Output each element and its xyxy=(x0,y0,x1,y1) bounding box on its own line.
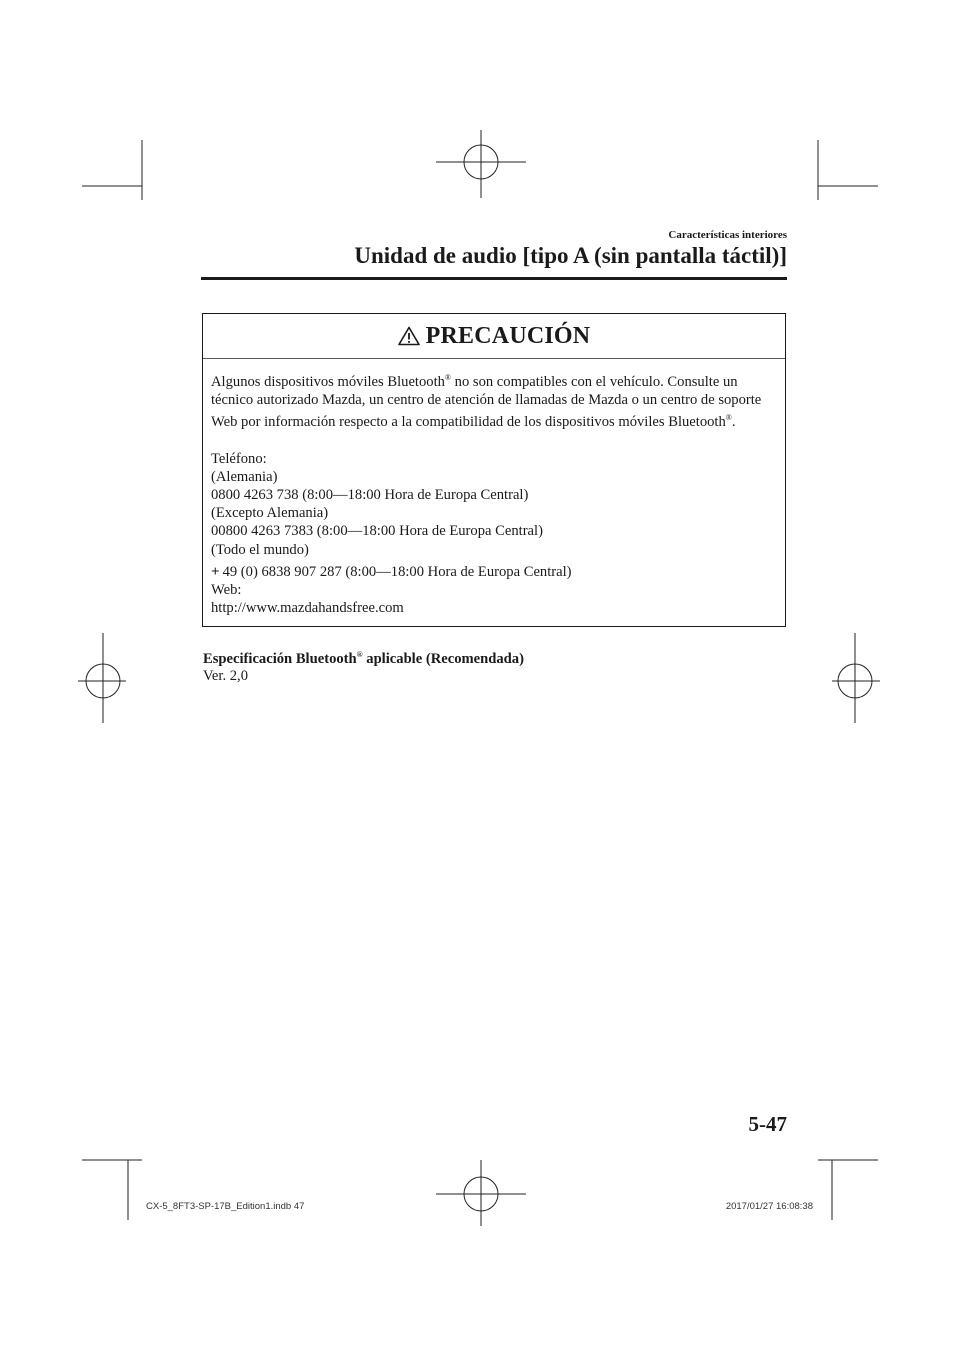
warning-triangle-icon xyxy=(398,326,420,346)
germany-label: (Alemania) xyxy=(211,468,278,485)
web-label: Web: xyxy=(211,582,242,599)
compat-text-end: . xyxy=(731,414,736,431)
plus-icon: + xyxy=(211,563,220,580)
spacer xyxy=(211,432,777,450)
compat-text-1: Algunos dispositivos móviles Bluetooth xyxy=(211,374,445,390)
worldwide-label: (Todo el mundo) xyxy=(211,541,309,558)
worldwide-phone: 49 (0) 6838 907 287 (8:00—18:00 Hora de Europa Central) xyxy=(222,563,572,580)
page-number: 5-47 xyxy=(748,1112,787,1136)
registered-mark: ® xyxy=(444,373,451,382)
spec-title xyxy=(203,650,524,668)
caution-box xyxy=(202,313,786,627)
spec-title-text-2: aplicable (Recomendada) xyxy=(362,651,524,667)
footer-date: 2017/01/27 16:08:38 xyxy=(725,1201,813,1212)
except-germany-label: (Excepto Alemania) xyxy=(211,505,329,522)
except-germany-phone: 00800 4263 7383 (8:00—18:00 Hora de Europa Central) xyxy=(211,523,543,540)
compat-text-2: no son compatibles con el vehículo. Consulte un técnico autorizado Mazda, un centro de atención de llamadas de Mazda o un centro de soporte Web por información respecto a la compatibilidad de los dispositivos móviles Bluetooth xyxy=(211,374,762,431)
header-rule xyxy=(201,277,787,280)
section-label: Características interiores xyxy=(668,229,787,241)
registered-mark: ® xyxy=(356,650,363,659)
worldwide-phone-line xyxy=(211,563,777,581)
registered-mark: ® xyxy=(725,413,732,423)
web-url: http://www.mazdahandsfree.com xyxy=(211,600,404,617)
spec-title-text-1: Especificación Bluetooth xyxy=(203,651,357,667)
spec-version: Ver. 2,0 xyxy=(203,668,248,684)
germany-phone: 0800 4263 738 (8:00—18:00 Hora de Europa Central) xyxy=(211,487,529,504)
footer-file-info: CX-5_8FT3-SP-17B_Edition1.indb 47 xyxy=(146,1201,305,1212)
phone-label: Teléfono: xyxy=(211,450,267,467)
compatibility-paragraph xyxy=(211,369,777,432)
caution-body xyxy=(203,359,785,617)
page-title: Unidad de audio [tipo A (sin pantalla táctil)] xyxy=(354,243,787,268)
caution-header xyxy=(203,314,785,359)
caution-title: PRECAUCIÓN xyxy=(425,322,591,349)
